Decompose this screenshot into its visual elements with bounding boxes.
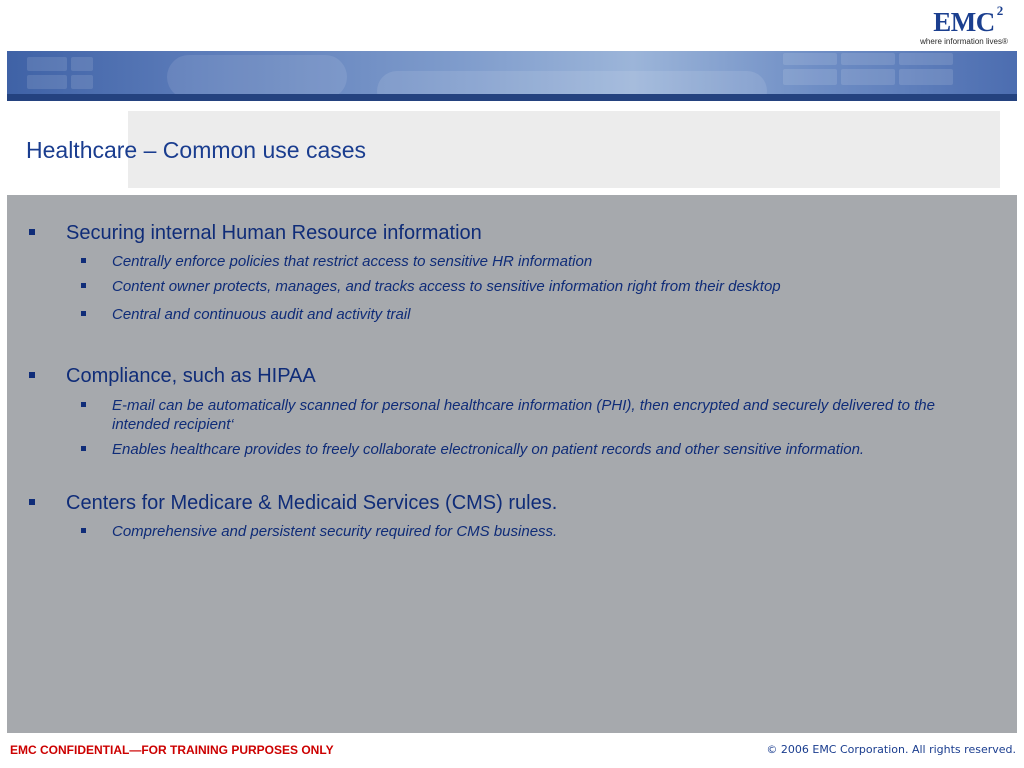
bullet-text: Securing internal Human Resource information	[66, 222, 482, 244]
logo-tagline: where information lives®	[920, 37, 1008, 46]
square-bullet-icon	[81, 258, 86, 263]
square-bullet-icon	[81, 402, 86, 407]
confidential-notice: EMC CONFIDENTIAL—FOR TRAINING PURPOSES ONLY	[10, 743, 334, 757]
sub-bullet-text: Centrally enforce policies that restrict access to sensitive HR information	[112, 253, 593, 270]
bullet-text: Compliance, such as HIPAA	[66, 365, 316, 387]
banner-tile	[783, 69, 837, 85]
emc-logo	[914, 3, 1014, 50]
bullet-text: Centers for Medicare & Medicaid Services (CMS) rules.	[66, 492, 558, 514]
logo-superscript: 2	[996, 3, 1003, 18]
square-bullet-icon	[29, 499, 35, 505]
square-bullet-icon	[81, 528, 86, 533]
logo-wordmark	[933, 3, 1003, 37]
slide-title: Healthcare – Common use cases	[26, 137, 367, 163]
square-bullet-icon	[81, 283, 86, 288]
content-panel	[7, 195, 1017, 733]
banner-tile	[27, 57, 67, 71]
banner-tile	[27, 75, 67, 89]
banner-shape	[167, 55, 347, 99]
banner-tile	[841, 53, 895, 65]
header-banner	[7, 51, 1017, 101]
square-bullet-icon	[29, 372, 35, 378]
banner-tile	[783, 53, 837, 65]
square-bullet-icon	[81, 446, 86, 451]
logo-wordmark-text: EMC	[933, 7, 995, 37]
sub-bullet-text: Content owner protects, manages, and tracks access to sensitive information right from their desktop	[112, 278, 781, 295]
sub-bullet-text: Comprehensive and persistent security required for CMS business.	[112, 523, 558, 540]
banner-tile	[899, 69, 953, 85]
banner-strip	[7, 94, 1017, 101]
sub-bullet-text: E-mail can be automatically scanned for personal healthcare information (PHI), then encrypted and securely delivered to the intended recipient‘	[112, 397, 935, 433]
banner-tile	[841, 69, 895, 85]
sub-bullet-text: Enables healthcare provides to freely collaborate electronically on patient records and other sensitive information.	[112, 441, 865, 458]
copyright-notice: © 2006 EMC Corporation. All rights reserved.	[766, 743, 1016, 756]
square-bullet-icon	[81, 311, 86, 316]
banner-tile	[71, 75, 93, 89]
sub-bullet-text: Central and continuous audit and activity trail	[112, 306, 411, 323]
banner-tile	[899, 53, 953, 65]
banner-tile	[71, 57, 93, 71]
square-bullet-icon	[29, 229, 35, 235]
